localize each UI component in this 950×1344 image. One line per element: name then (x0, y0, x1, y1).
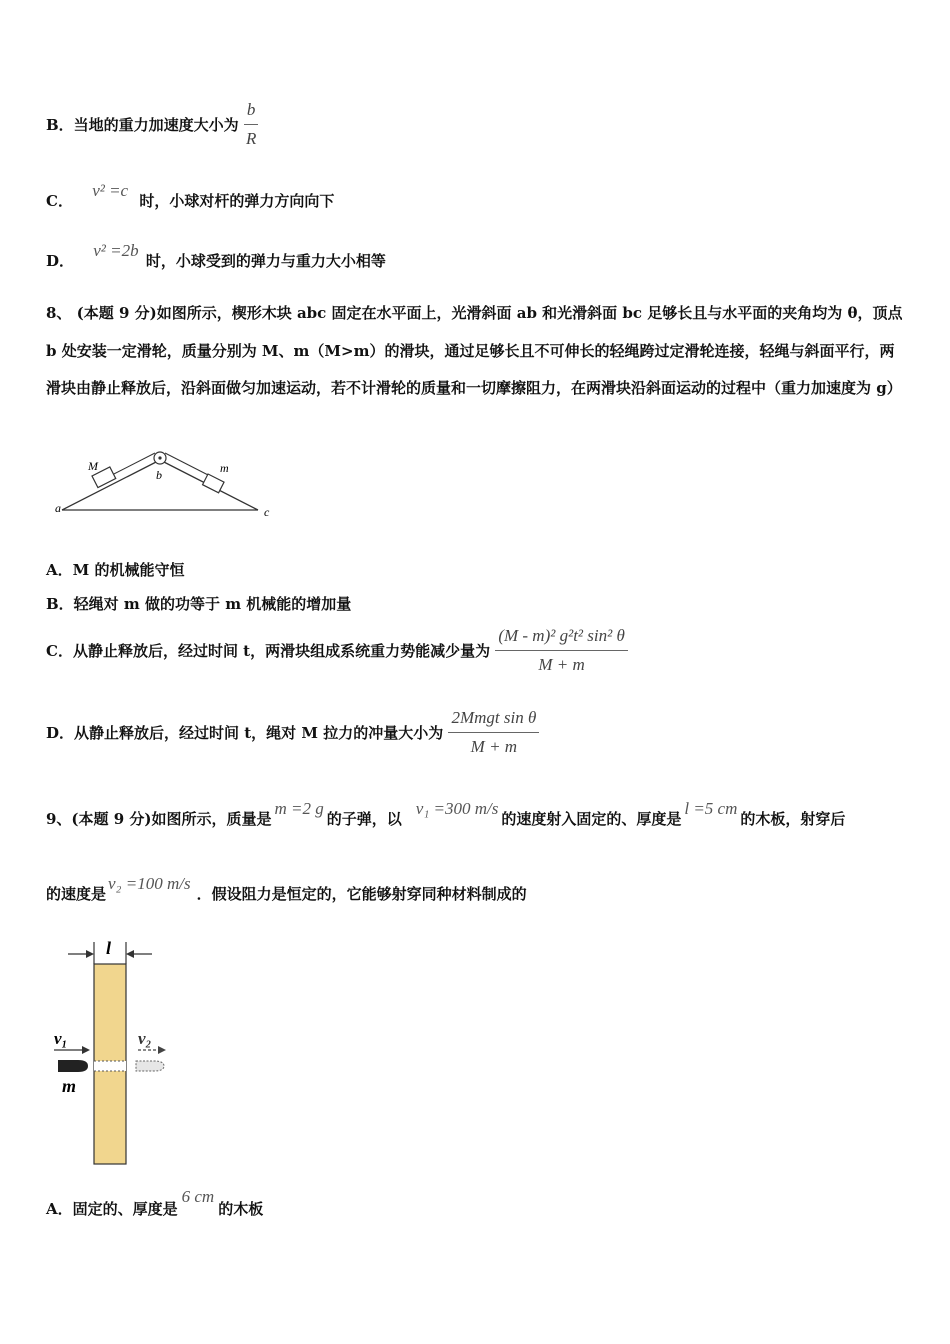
q9-stem-line-1 (46, 799, 846, 829)
label-b: b (156, 468, 162, 482)
q7-option-c (46, 181, 335, 211)
q8-option-c-text: C．从静止释放后，经过时间 t，两滑块组成系统重力势能减少量为 (46, 642, 491, 660)
q8-option-a: A．M 的机械能守恒 (46, 561, 185, 579)
bullet-hole (94, 1061, 126, 1071)
q8-option-d (46, 708, 539, 757)
fraction-numerator: 2Mmgt sin θ (448, 708, 539, 733)
q7-option-d-label: D． (46, 252, 75, 270)
q9-option-a-math: 6 cm (181, 1187, 215, 1206)
q7-option-c-math: v² =c (92, 181, 129, 200)
q8-option-b: B．轻绳对 m 做的功等于 m 机械能的增加量 (46, 595, 352, 613)
q7-option-c-text: 时，小球对杆的弹力方向向下 (139, 192, 335, 210)
q7-option-d-math: v² =2b (93, 241, 139, 260)
q9-text-1: 9、(本题 9 分)如图所示，质量是 (46, 810, 272, 828)
q9-thickness-value: l =5 cm (684, 799, 738, 818)
label-l: l (106, 938, 112, 958)
q8-option-d-text: D．从静止释放后，经过时间 t，绳对 M 拉力的冲量大小为 (46, 724, 444, 742)
label-c: c (264, 505, 270, 519)
label-v2: v₂ (138, 1029, 152, 1048)
q8-option-d-fraction (448, 708, 539, 757)
wedge-slope-ab (62, 460, 160, 510)
q7-option-c-label: C． (46, 192, 73, 210)
fraction-numerator: b (244, 100, 259, 125)
q8-stem: 8、 (本题 9 分)如图所示，楔形木块 abc 固定在水平面上，光滑斜面 ab 和光滑斜面 bc 足够长且与水平面的夹角均为 θ，顶点 b 处安装一定滑轮，质量分别为 M、m（M>m）的滑块，通过足够长且不可伸长的轻绳跨过定滑轮连接，轻绳与斜面平行，两滑块由静止释放后，沿斜面做匀加速运动，若不计滑轮的质量和一切摩擦阻力，在两滑块沿斜面运动的过程中（重力加速度为 g） (46, 304, 903, 397)
q9-text-5: 的速度是 (46, 885, 107, 903)
label-v1: v₁ (54, 1029, 68, 1048)
q9-mass-value: m =2 g (274, 799, 324, 818)
q9-stem-line-2 (46, 874, 527, 904)
bullet (58, 1060, 88, 1072)
block-m (203, 474, 224, 493)
fraction-denominator: M + m (538, 655, 585, 674)
q7-option-b-text: B．当地的重力加速度大小为 (46, 116, 239, 134)
q9-text-4: 的木板，射穿后 (740, 810, 846, 828)
q8-option-c-fraction (495, 626, 627, 675)
q9-text-6: ．假设阻力是恒定的，它能够射穿同种材料制成的 (196, 885, 527, 903)
label-a: a (55, 501, 61, 515)
q9-v2-value: v₂ =100 m/s (108, 874, 191, 893)
v2-arrow-head (158, 1046, 166, 1054)
q9-option-a-text: A．固定的、厚度是 (46, 1200, 178, 1218)
v1-arrow-head (82, 1046, 90, 1054)
q9-bullet-figure (48, 936, 178, 1168)
fraction-numerator: (M - m)² g²t² sin² θ (495, 626, 627, 651)
q7-option-d-text: 时，小球受到的弹力与重力大小相等 (145, 252, 386, 270)
label-m: m (220, 461, 229, 475)
q9-text-3: 的速度射入固定的、厚度是 (501, 810, 682, 828)
thickness-arrow-right (126, 950, 134, 958)
q7-option-b (46, 100, 258, 149)
q9-text-2: 的子弹，以 (326, 810, 402, 828)
q7-option-b-fraction (244, 100, 259, 149)
q9-option-a (46, 1187, 264, 1219)
fraction-denominator: M + m (470, 737, 518, 756)
bullet-exit (136, 1061, 164, 1071)
q9-v1-value: v₁ =300 m/s (415, 799, 499, 818)
q8-wedge-figure (52, 448, 282, 523)
label-M: M (88, 459, 98, 473)
pulley-axle (158, 456, 161, 459)
q8-option-c (46, 626, 628, 675)
fraction-denominator: R (245, 129, 257, 148)
label-m: m (62, 1076, 77, 1096)
rope-right (165, 453, 212, 477)
q9-option-a-tail: 的木板 (218, 1200, 264, 1218)
thickness-arrow-left (86, 950, 94, 958)
q7-option-d (46, 241, 386, 271)
